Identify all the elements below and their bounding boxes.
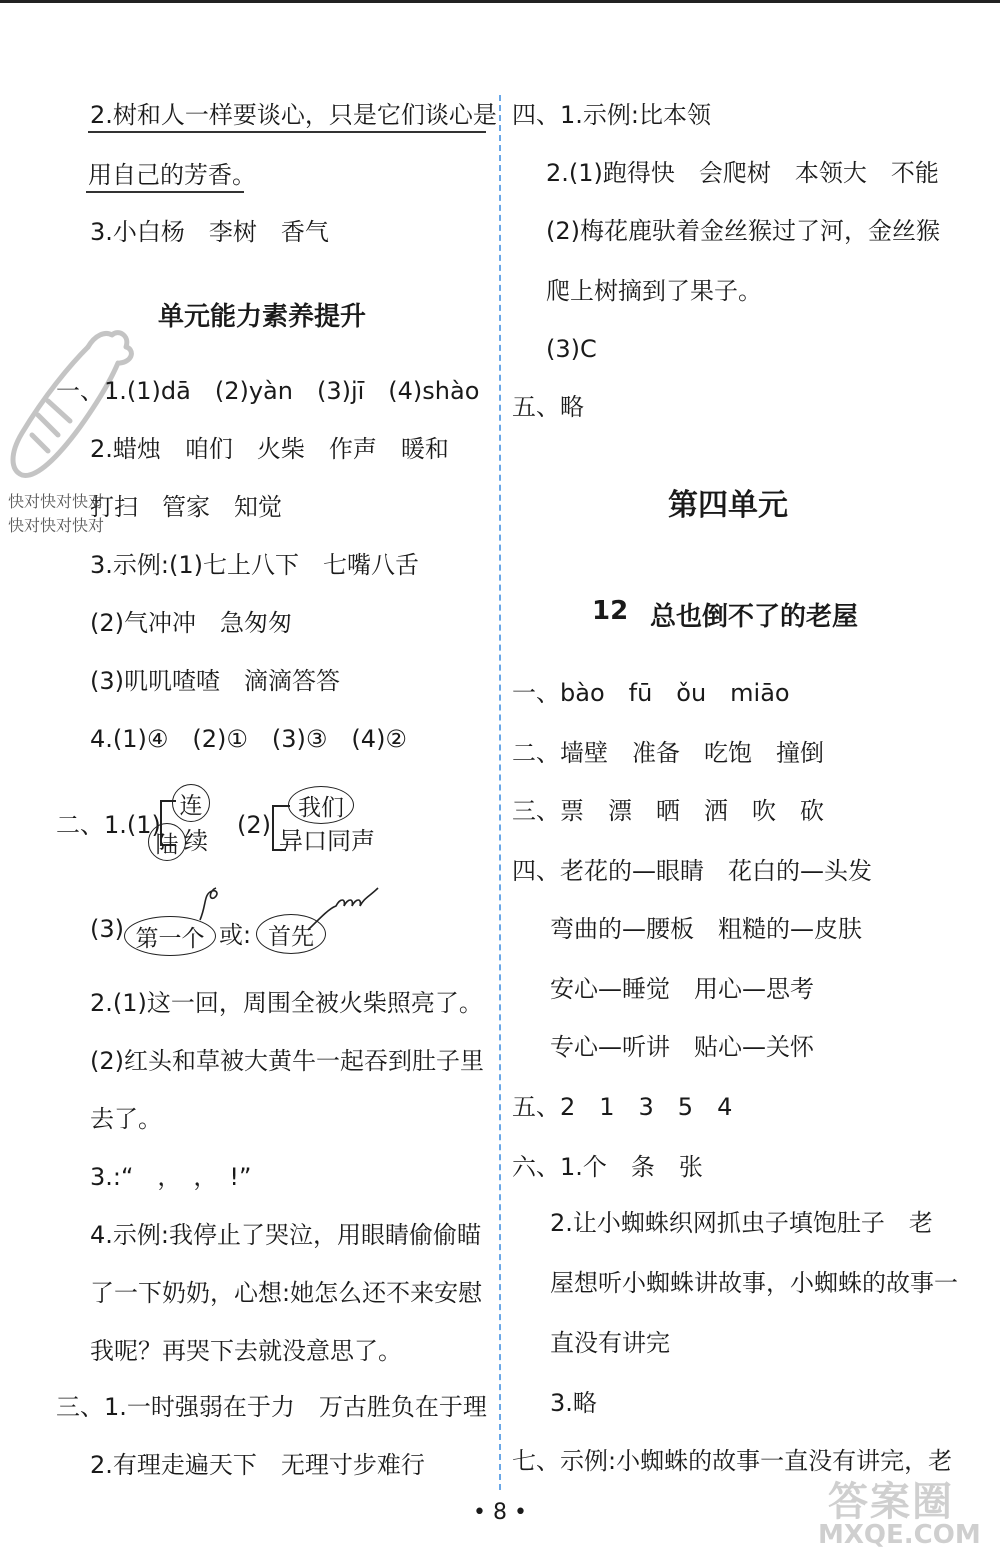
question-prefix: (2) — [237, 811, 271, 839]
answer-line: 2.蜡烛 咱们 火柴 作声 暖和 — [90, 435, 449, 463]
answer-line: 三、票 漂 晒 洒 吹 砍 — [512, 797, 824, 825]
curl-mark-icon — [196, 886, 222, 922]
answer-line: (2)红头和草被大黄牛一起吞到肚子里 — [90, 1047, 484, 1075]
answer-line: 二、墙壁 准备 吃饱 撞倒 — [512, 739, 824, 767]
answer-line: 一、1.(1)dā (2)yàn (3)jī (4)shào — [56, 377, 480, 405]
answer-line: 3.示例:(1)七上八下 七嘴八舌 — [90, 551, 419, 579]
answer-line: 2.(1)跑得快 会爬树 本领大 不能 — [546, 159, 939, 187]
answer-line: 弯曲的—腰板 粗糙的—皮肤 — [550, 915, 862, 943]
answer-line: (3)C — [546, 335, 597, 363]
answer-line: 三、1.一时强弱在于力 万古胜负在于理 — [56, 1393, 487, 1421]
answer-line: (3)叽叽喳喳 滴滴答答 — [90, 667, 340, 695]
answer-line: 安心—睡觉 用心—思考 — [550, 975, 814, 1003]
answer-line: 了一下奶奶，心想:她怎么还不来安慰 — [90, 1279, 483, 1307]
side-watermark-line-1: 快对快对快对 — [8, 492, 105, 511]
answer-line: (2)梅花鹿驮着金丝猴过了河，金丝猴 — [546, 217, 940, 245]
answer-line: 五、2 1 3 5 4 — [512, 1093, 733, 1121]
question-prefix: (3) — [90, 915, 124, 943]
circled-character: 连 — [172, 784, 210, 822]
carrot-watermark-icon — [0, 325, 140, 490]
bracket-line — [272, 805, 274, 849]
watermark-logo — [800, 1470, 995, 1550]
underline — [86, 191, 244, 193]
answer-phrase: 异口同声 — [279, 827, 375, 855]
watermark-logo-url: MXQE.COM — [818, 1520, 981, 1550]
answer-line: 专心—听讲 贴心—关怀 — [550, 1033, 814, 1061]
answer-character: 续 — [184, 827, 208, 855]
or-label: 或: — [219, 921, 252, 949]
unit-heading: 第四单元 — [668, 488, 788, 523]
answer-line: 四、老花的—眼睛 花白的—头发 — [512, 857, 872, 885]
curl-mark-icon — [306, 886, 380, 932]
circled-word: 首先 — [256, 914, 326, 954]
answer-line: 2.树和人一样要谈心，只是它们谈心是 — [90, 101, 497, 129]
answer-line: 3.略 — [550, 1389, 597, 1417]
circled-word: 我们 — [288, 786, 354, 824]
underline — [88, 131, 486, 133]
section-heading: 单元能力素养提升 — [158, 302, 367, 332]
answer-line: 用自己的芳香。 — [88, 161, 256, 189]
circled-character: 陆 — [148, 823, 186, 861]
answer-line: 2.有理走遍天下 无理寸步难行 — [90, 1451, 425, 1479]
page-number: • 8 • — [473, 1500, 527, 1525]
lesson-number: 12 — [592, 596, 629, 626]
lesson-title: 总也倒不了的老屋 — [650, 602, 859, 632]
answer-line: 打扫 管家 知觉 — [90, 493, 282, 521]
circled-word: 第一个 — [124, 916, 216, 956]
answer-line: 直没有讲完 — [550, 1329, 670, 1357]
column-divider — [499, 95, 501, 1490]
answer-line: 爬上树摘到了果子。 — [546, 277, 762, 305]
answer-line: 2.(1)这一回，周围全被火柴照亮了。 — [90, 989, 483, 1017]
answer-line: 2.让小蜘蛛织网抓虫子填饱肚子 老 — [550, 1209, 933, 1237]
answer-line: 四、1.示例:比本领 — [512, 101, 711, 129]
answer-line: (2)气冲冲 急匆匆 — [90, 609, 292, 637]
watermark-logo-text: 答案圈 — [828, 1479, 954, 1525]
answer-line: 一、bào fū ǒu miāo — [512, 679, 790, 707]
answer-line: 六、1.个 条 张 — [512, 1153, 703, 1181]
answer-line: 五、略 — [512, 393, 584, 421]
answer-line: 3.小白杨 李树 香气 — [90, 218, 329, 246]
answer-line: 4.示例:我停止了哭泣，用眼睛偷偷瞄 — [90, 1221, 481, 1249]
answer-line: 我呢？再哭下去就没意思了。 — [90, 1337, 402, 1365]
answer-line: 4.(1)④ (2)① (3)③ (4)② — [90, 725, 407, 753]
answer-line: 屋想听小蜘蛛讲故事，小蜘蛛的故事一 — [550, 1269, 958, 1297]
answer-line: 七、示例:小蜘蛛的故事一直没有讲完，老 — [512, 1447, 953, 1475]
answer-line: 3.:“ ， ， !” — [90, 1163, 252, 1191]
question-prefix: 二、1.(1) — [56, 811, 161, 839]
side-watermark-line-2: 快对快对快对 — [8, 516, 105, 535]
top-rule — [0, 0, 1000, 3]
answer-line: 去了。 — [90, 1105, 162, 1133]
